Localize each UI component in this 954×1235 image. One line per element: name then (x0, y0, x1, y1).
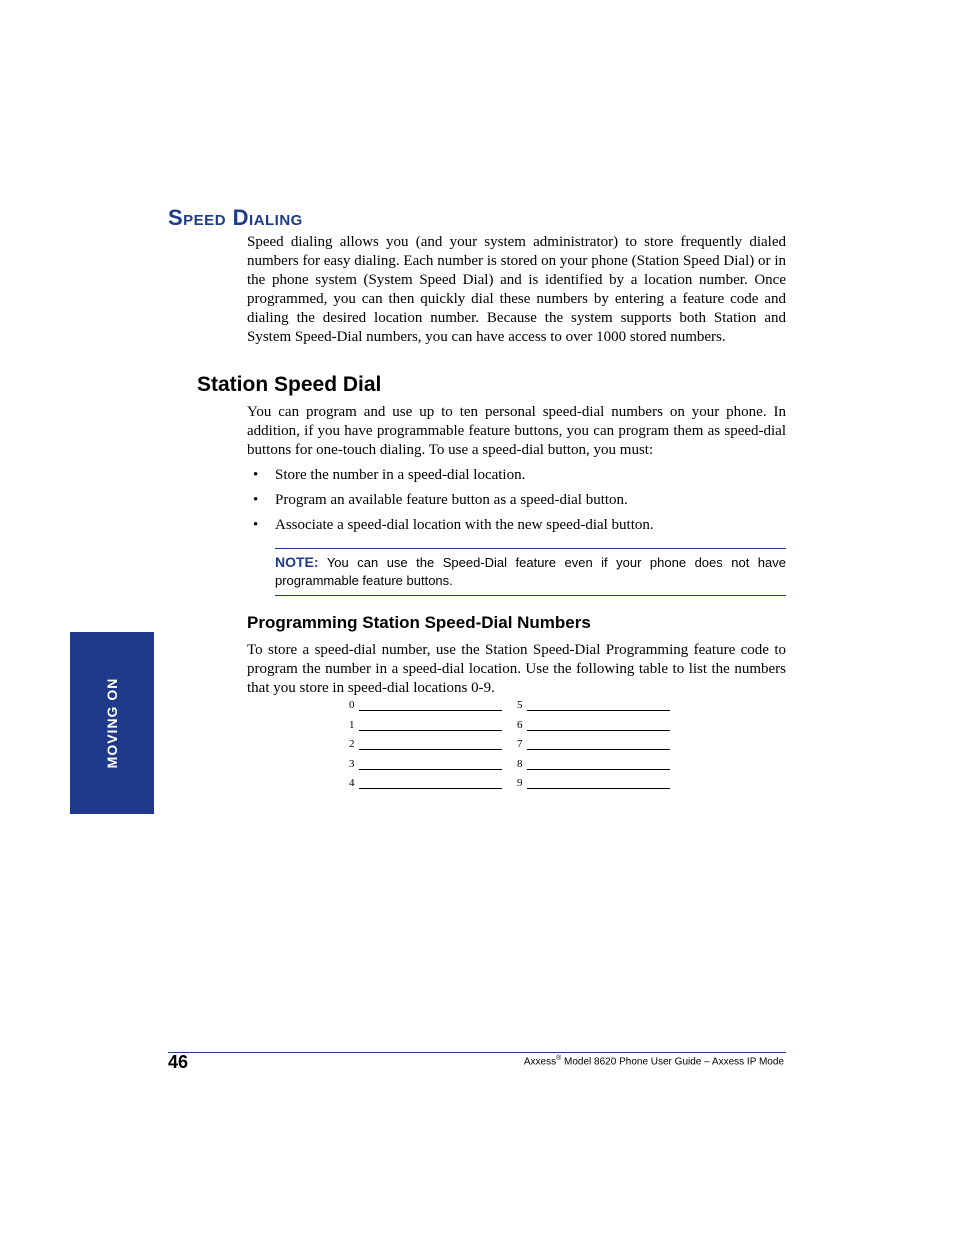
note-text: You can use the Speed-Dial feature even if your phone does not have programmable feature buttons. (275, 555, 786, 588)
table-row (349, 738, 509, 758)
entry-line (527, 777, 670, 789)
station-speed-dial-paragraph: You can program and use up to ten personal speed-dial numbers on your phone. In addition, if you have programmable feature buttons, you can program them as speed-dial buttons for one-touch dialing. To use a speed-dial button, you must: (247, 404, 786, 458)
location-number: 4 (349, 777, 355, 789)
side-tab (70, 632, 154, 814)
location-number: 6 (517, 718, 523, 731)
table-row (517, 758, 677, 778)
section-title: Speed Dialing (168, 205, 303, 230)
table-row (517, 738, 677, 758)
entry-line (359, 758, 502, 770)
entry-line (527, 738, 670, 750)
location-number: 1 (349, 718, 355, 731)
location-number: 2 (349, 738, 355, 750)
list-item (247, 491, 786, 516)
list-item (247, 516, 786, 541)
entry-line (359, 777, 502, 789)
entry-line (527, 758, 670, 770)
list-item-text: Store the number in a speed-dial location. (275, 467, 526, 483)
location-number: 3 (349, 757, 355, 770)
registered-mark: ® (556, 1055, 562, 1062)
table-row (517, 719, 677, 739)
entry-line (527, 699, 670, 711)
footer-brand: Axxess (523, 1056, 557, 1068)
speed-dial-column-right (517, 699, 677, 797)
location-number: 7 (517, 738, 523, 750)
footer-title (524, 1055, 784, 1067)
entry-line (359, 699, 502, 711)
table-row (517, 777, 677, 797)
note-label: NOTE: (275, 554, 319, 570)
table-row (349, 777, 509, 797)
location-number: 9 (517, 777, 523, 789)
list-item-text: Program an available feature button as a speed-dial button. (275, 492, 628, 508)
footer-rest: Model 8620 Phone User Guide – Axxess IP Mode (561, 1056, 784, 1068)
intro-paragraph: Speed dialing allows you (and your system administrator) to store frequently dialed numbers for easy dialing. Each number is stored on your phone (Station Speed Dial) or in the phone system (System Speed Dial) and is identified by a location number. Once programmed, you can then quickly dial these numbers by entering a feature code and dialing the desired location number. Because the system supports both Station and System Speed-Dial numbers, you can have access to over 1000 stored numbers. (247, 234, 786, 345)
location-number: 0 (349, 699, 355, 711)
entry-line (359, 738, 502, 750)
table-row (349, 699, 509, 719)
entry-line (359, 719, 502, 731)
bullet-list (247, 466, 786, 541)
table-row (517, 699, 677, 719)
note-box (275, 548, 786, 596)
station-speed-dial-heading: Station Speed Dial (197, 373, 382, 396)
speed-dial-column-left (349, 699, 509, 797)
location-number: 8 (517, 757, 523, 770)
table-row (349, 719, 509, 739)
list-item-text: Associate a speed-dial location with the new speed-dial button. (275, 517, 654, 533)
footer-divider (168, 1052, 786, 1053)
bullet-icon: • (253, 492, 259, 508)
bullet-icon: • (253, 467, 259, 483)
programming-paragraph: To store a speed-dial number, use the Station Speed-Dial Programming feature code to program the number in a speed-dial location. Use the following table to list the numbers that you store in speed-dial locations 0-9. (247, 642, 786, 696)
bullet-icon: • (253, 517, 259, 533)
table-row (349, 758, 509, 778)
location-number: 5 (517, 699, 523, 711)
programming-heading: Programming Station Speed-Dial Numbers (247, 613, 591, 632)
list-item (247, 466, 786, 491)
entry-line (527, 719, 670, 731)
side-tab-label: MOVING ON (104, 677, 120, 769)
page-number: 46 (168, 1052, 189, 1072)
